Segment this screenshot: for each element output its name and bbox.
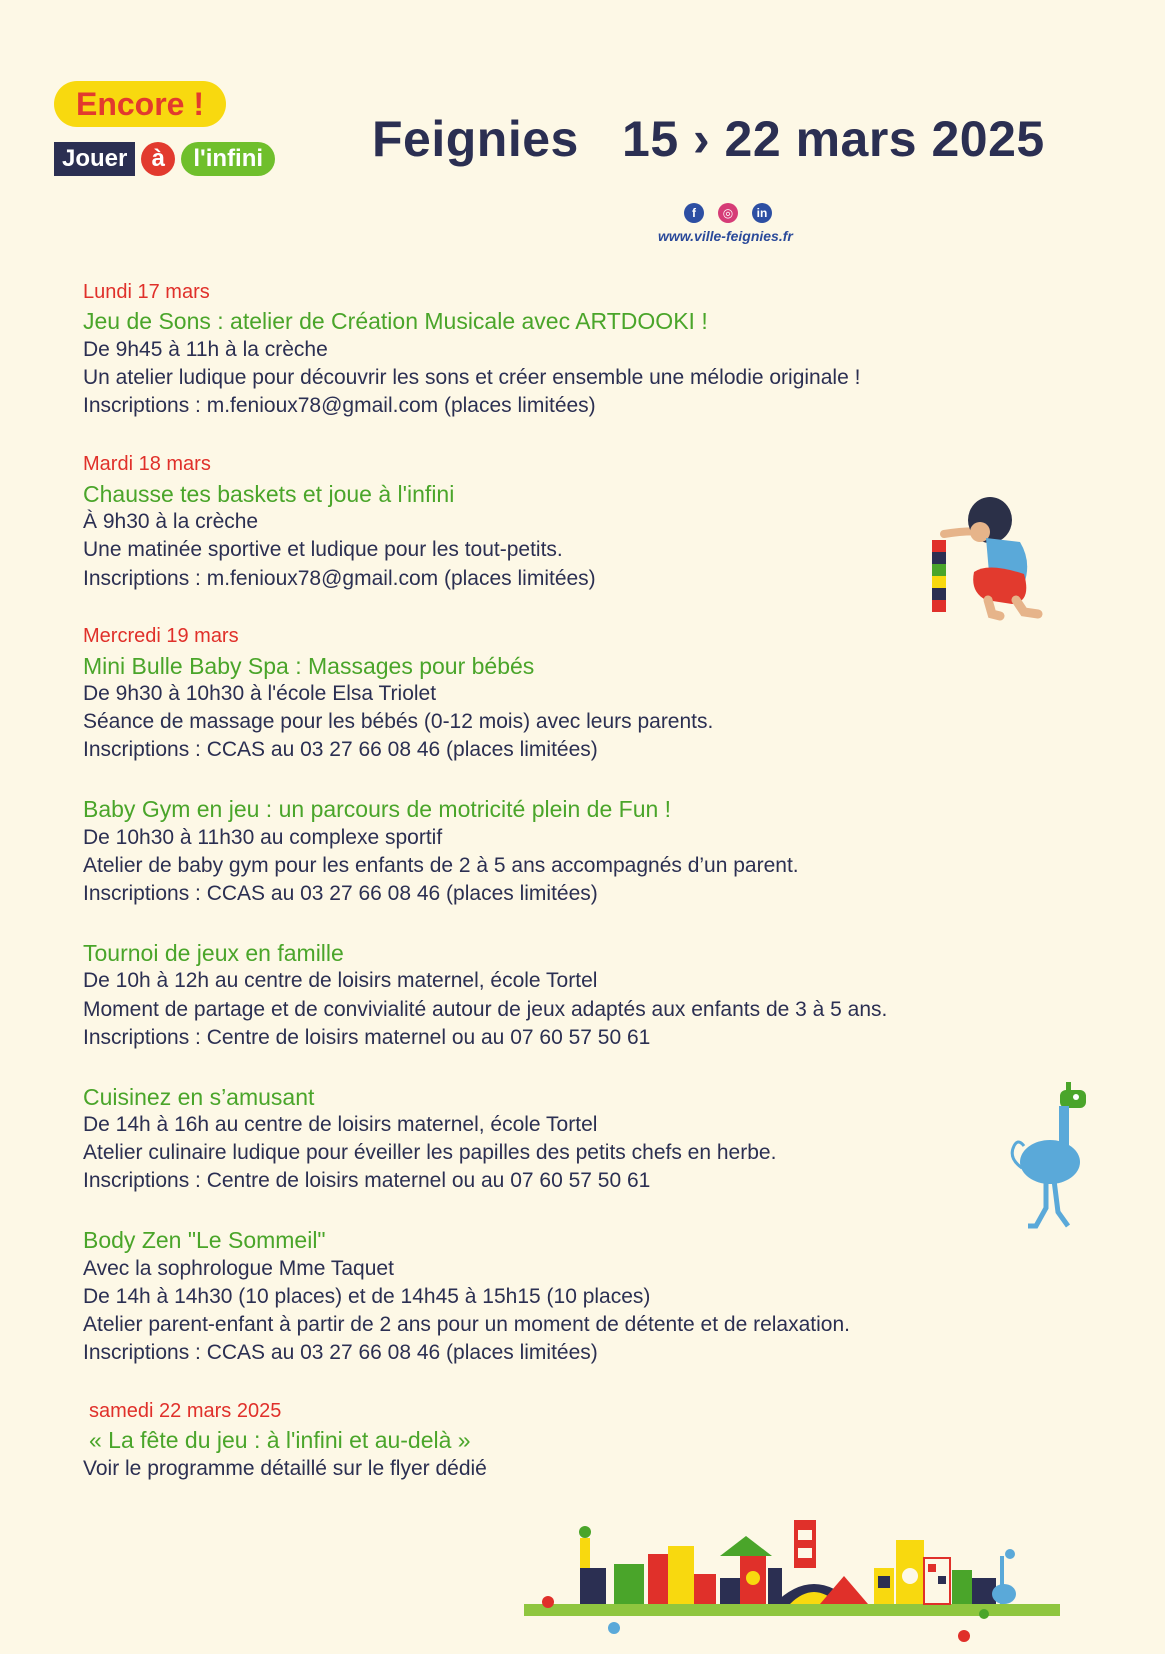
event-time: De 14h à 14h30 (10 places) et de 14h45 à 15h15 (10 places) [83,1285,651,1308]
event-registration: Inscriptions : CCAS au 03 27 66 08 46 (places limitées) [83,738,598,761]
event-registration: Inscriptions : CCAS au 03 27 66 08 46 (places limitées) [83,882,598,905]
event-description: Un atelier ludique pour découvrir les sons et créer ensemble une mélodie originale ! [83,366,861,389]
linkedin-icon[interactable]: in [752,203,772,223]
event-time: De 9h30 à 10h30 à l'école Elsa Triolet [83,682,437,705]
event-description: Séance de massage pour les bébés (0-12 mois) avec leurs parents. [83,710,714,733]
event-description: Voir le programme détaillé sur le flyer dédié [83,1457,487,1480]
event-time: À 9h30 à la crèche [83,510,259,533]
event-description: Moment de partage et de convivialité autour de jeux adaptés aux enfants de 3 à 5 ans. [83,998,888,1021]
event-registration: Inscriptions : Centre de loisirs maternel ou au 07 60 57 50 61 [83,1026,651,1049]
event-registration: Inscriptions : m.fenioux78@gmail.com (places limitées) [83,394,596,417]
event-description: Atelier parent-enfant à partir de 2 ans pour un moment de détente et de relaxation. [83,1313,850,1336]
day-heading: Mardi 18 mars [83,453,211,475]
logo-encore: Encore ! [54,81,226,127]
event-title: Tournoi de jeux en famille [83,940,344,966]
event-title: Mini Bulle Baby Spa : Massages pour bébés [83,653,535,679]
event-description: Une matinée sportive et ludique pour les tout-petits. [83,538,563,561]
event-title: Cuisinez en s’amusant [83,1084,315,1110]
event-speaker: Avec la sophrologue Mme Taquet [83,1257,394,1280]
blue-ostrich-illustration [1006,1080,1096,1232]
block-city-illustration [524,1498,1060,1648]
event-description: Atelier de baby gym pour les enfants de 2 à 5 ans accompagnés d’un parent. [83,854,799,877]
event-registration: Inscriptions : Centre de loisirs maternel ou au 07 60 57 50 61 [83,1169,651,1192]
event-title: Baby Gym en jeu : un parcours de motricité plein de Fun ! [83,796,672,822]
event-title: Jeu de Sons : atelier de Création Musicale avec ARTDOOKI ! [83,308,708,334]
event-title: Chausse tes baskets et joue à l'infini [83,481,455,507]
social-links [684,203,772,223]
event-title: Body Zen "Le Sommeil" [83,1227,326,1253]
event-title: « La fête du jeu : à l'infini et au-delà » [89,1427,471,1453]
event-time: De 10h30 à 11h30 au complexe sportif [83,826,443,849]
instagram-icon[interactable]: ◎ [718,203,738,223]
event-description: Atelier culinaire ludique pour éveiller les papilles des petits chefs en herbe. [83,1141,777,1164]
logo-infini: l'infini [181,142,275,176]
logo-a: à [141,142,175,176]
logo-jouer: Jouer [54,142,135,176]
child-stacking-blocks-illustration [928,492,1048,622]
logo-tagline [54,141,275,177]
facebook-icon[interactable]: f [684,203,704,223]
event-time: De 10h à 12h au centre de loisirs maternel, école Tortel [83,969,598,992]
day-heading: samedi 22 mars 2025 [89,1400,282,1422]
day-heading: Mercredi 19 mars [83,625,239,647]
website-link[interactable]: www.ville-feignies.fr [658,228,793,244]
event-registration: Inscriptions : CCAS au 03 27 66 08 46 (places limitées) [83,1341,598,1364]
event-registration: Inscriptions : m.fenioux78@gmail.com (places limitées) [83,567,596,590]
event-time: De 14h à 16h au centre de loisirs maternel, école Tortel [83,1113,598,1136]
event-time: De 9h45 à 11h à la crèche [83,338,328,361]
day-heading: Lundi 17 mars [83,281,210,303]
page-title: Feignies 15 › 22 mars 2025 [372,111,1045,167]
